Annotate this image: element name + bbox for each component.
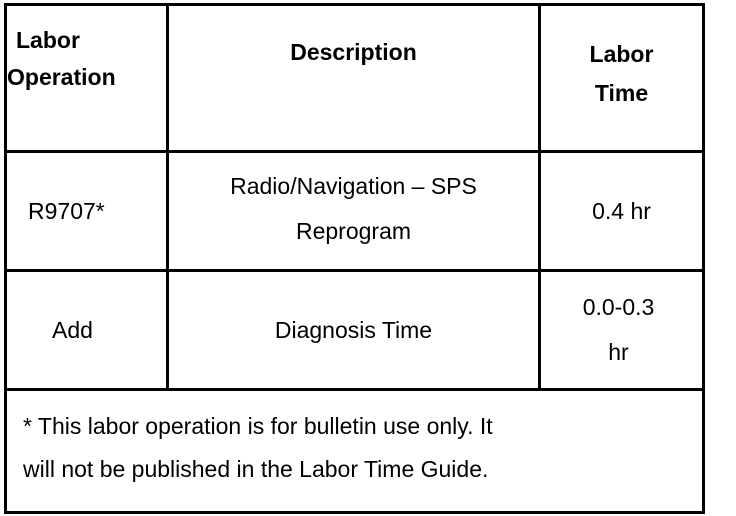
header-labor-operation — [6, 5, 168, 152]
table-row — [6, 152, 704, 271]
header-labor-operation-line1: Labor — [16, 27, 80, 53]
footnote — [6, 390, 704, 513]
row-2-operation: Add — [6, 271, 168, 390]
row-1-time: 0.4 hr — [540, 152, 704, 271]
row-2-time — [540, 271, 704, 390]
row-1-description-line2: Reprogram — [295, 218, 412, 244]
row-2-description: Diagnosis Time — [168, 271, 540, 390]
labor-time-table — [4, 3, 705, 514]
row-1-operation: R9707* — [6, 152, 168, 271]
header-row — [6, 5, 704, 152]
header-labor-time-line2: Time — [594, 80, 649, 106]
header-description: Description — [168, 5, 540, 152]
row-1-description-line1: Radio/Navigation – SPS — [230, 173, 477, 199]
header-labor-time-line1: Labor — [589, 41, 654, 67]
row-2-time-line2: hr — [608, 339, 629, 365]
header-labor-operation-line2: Operation — [7, 64, 116, 90]
table-row — [6, 271, 704, 390]
footnote-line1: * This labor operation is for bulletin use only. It — [23, 413, 493, 439]
row-1-description — [168, 152, 540, 271]
footnote-line2: will not be published in the Labor Time Guide. — [23, 456, 489, 482]
header-labor-time — [540, 5, 704, 152]
row-2-time-line1: 0.0-0.3 — [582, 294, 655, 320]
footnote-row — [6, 390, 704, 513]
